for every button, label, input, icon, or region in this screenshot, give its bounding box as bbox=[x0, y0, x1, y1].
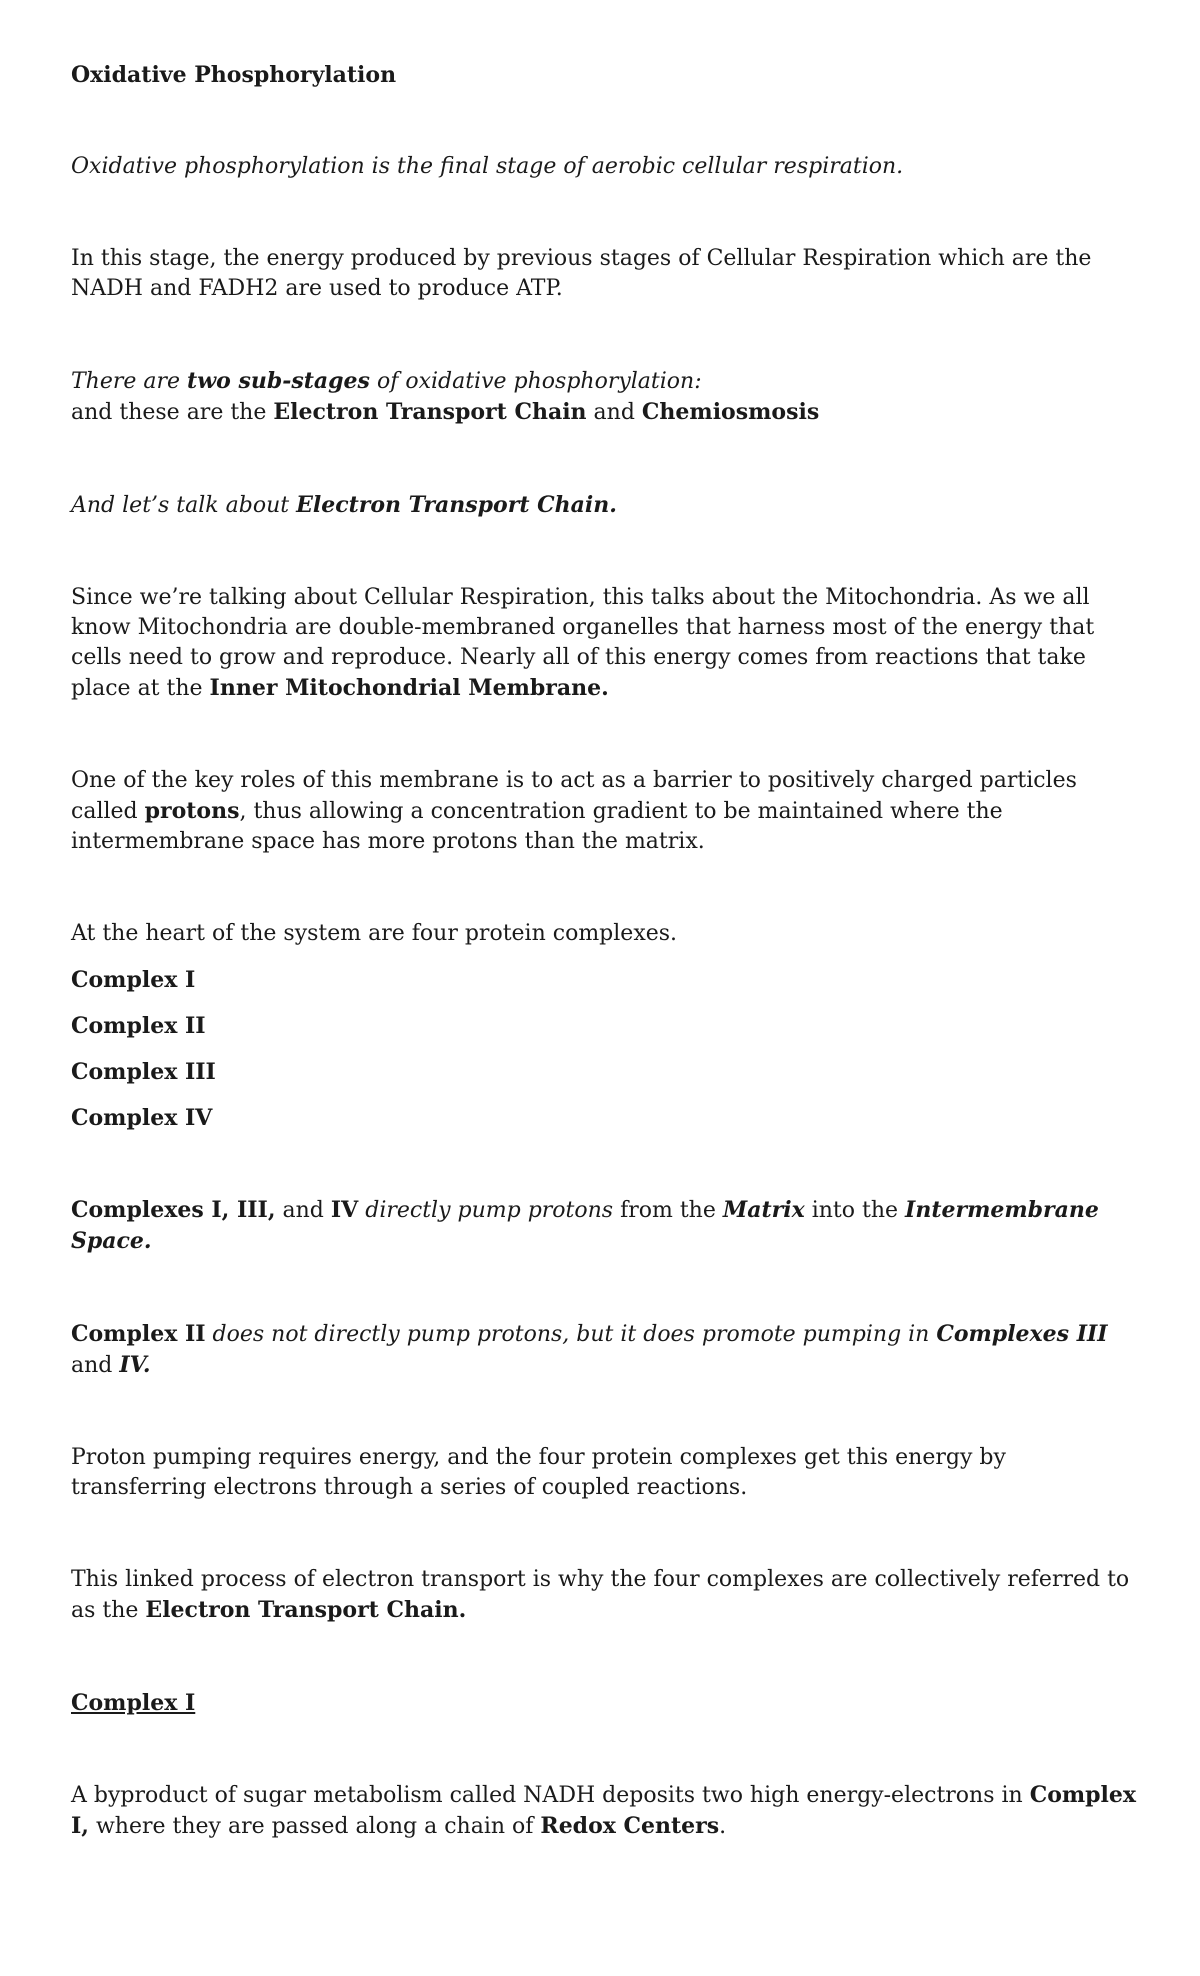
text-span: Complexes I, III, bbox=[71, 1197, 276, 1223]
text-span: Complexes III bbox=[936, 1321, 1108, 1347]
complex-ii-paragraph bbox=[71, 1319, 1141, 1381]
text-span: This linked process of electron transport is why the four complexes are collectively referred to as the bbox=[71, 1567, 1130, 1623]
energy-paragraph: Proton pumping requires energy, and the four protein complexes get this energy by transferring electrons through a series of coupled reactions. bbox=[71, 1445, 1006, 1500]
text-span: Electron Transport Chain. bbox=[145, 1597, 467, 1623]
document-title: Oxidative Phosphorylation bbox=[71, 62, 397, 88]
text-span: into the bbox=[804, 1198, 906, 1223]
text-span: Intermembrane Space. bbox=[71, 1197, 1099, 1254]
text-span: of oxidative phosphorylation: bbox=[369, 369, 702, 394]
text-span: Inner Mitochondrial Membrane. bbox=[209, 675, 609, 701]
text-span: . bbox=[719, 1814, 727, 1839]
text-span: Matrix bbox=[722, 1197, 805, 1223]
text-span: Electron Transport Chain. bbox=[296, 492, 617, 518]
stage-paragraph: In this stage, the energy produced by previous stages of Cellular Respiration which are the NADH and FADH2 are used to produce ATP. bbox=[71, 246, 1092, 301]
text-span: One of the key roles of this membrane is to act as a barrier to positively charged particles called bbox=[71, 768, 1077, 824]
text-span: and these are the bbox=[71, 400, 274, 425]
complex-list-item: Complex I bbox=[71, 967, 196, 993]
text-span: where they are passed along a chain of bbox=[88, 1814, 541, 1839]
text-span: does not directly pump protons, but it does promote pumping in bbox=[205, 1322, 937, 1347]
document-page bbox=[71, 60, 1141, 1842]
text-span: and bbox=[71, 1353, 120, 1378]
complex-list-item: Complex III bbox=[71, 1059, 216, 1085]
text-span: Chemiosmosis bbox=[641, 399, 820, 425]
text-span: Complex II bbox=[71, 1321, 206, 1347]
text-span: Redox Centers bbox=[540, 1813, 720, 1839]
intro-paragraph: Oxidative phosphorylation is the final stage of aerobic cellular respiration. bbox=[71, 154, 904, 179]
text-span: There are bbox=[71, 369, 188, 394]
text-span: and bbox=[275, 1198, 331, 1223]
text-span: A byproduct of sugar metabolism called NADH deposits two high energy-electrons in bbox=[71, 1783, 1030, 1808]
mitochondria-paragraph bbox=[71, 583, 1141, 704]
membrane-roles-paragraph bbox=[71, 766, 1141, 857]
nadh-paragraph bbox=[71, 1780, 1141, 1842]
heart-paragraph: At the heart of the system are four protein complexes. bbox=[71, 921, 678, 946]
linked-process-paragraph bbox=[71, 1565, 1141, 1626]
lets-talk-paragraph bbox=[71, 490, 1141, 521]
text-span: Electron Transport Chain bbox=[273, 399, 587, 425]
text-span: from the bbox=[613, 1198, 723, 1223]
text-span: directly pump protons bbox=[365, 1198, 614, 1223]
text-span: IV bbox=[330, 1197, 359, 1223]
text-span: Complex I, bbox=[71, 1782, 1137, 1839]
text-span: Since we’re talking about Cellular Respiration, this talks about the Mitochondria. As we all know Mitochondria are double-membraned organelles that harness most of the energy that cells need to grow and reproduce. Nearly all of this energy comes from reactions that take place at the bbox=[71, 585, 1095, 701]
substages-paragraph bbox=[71, 366, 1141, 428]
complex-list-item: Complex IV bbox=[71, 1105, 213, 1131]
pump-paragraph bbox=[71, 1195, 1141, 1257]
complex-list-item: Complex II bbox=[71, 1013, 206, 1039]
text-span: two sub-stages bbox=[187, 368, 370, 394]
text-span: , thus allowing a concentration gradient to be maintained where the intermembrane space has more protons than the matrix. bbox=[71, 799, 1003, 854]
section-heading: Complex I bbox=[71, 1690, 196, 1716]
text-span: And let’s talk about bbox=[71, 493, 297, 518]
text-span: and bbox=[586, 400, 642, 425]
text-span: IV. bbox=[119, 1352, 151, 1378]
text-span: protons bbox=[144, 798, 240, 824]
